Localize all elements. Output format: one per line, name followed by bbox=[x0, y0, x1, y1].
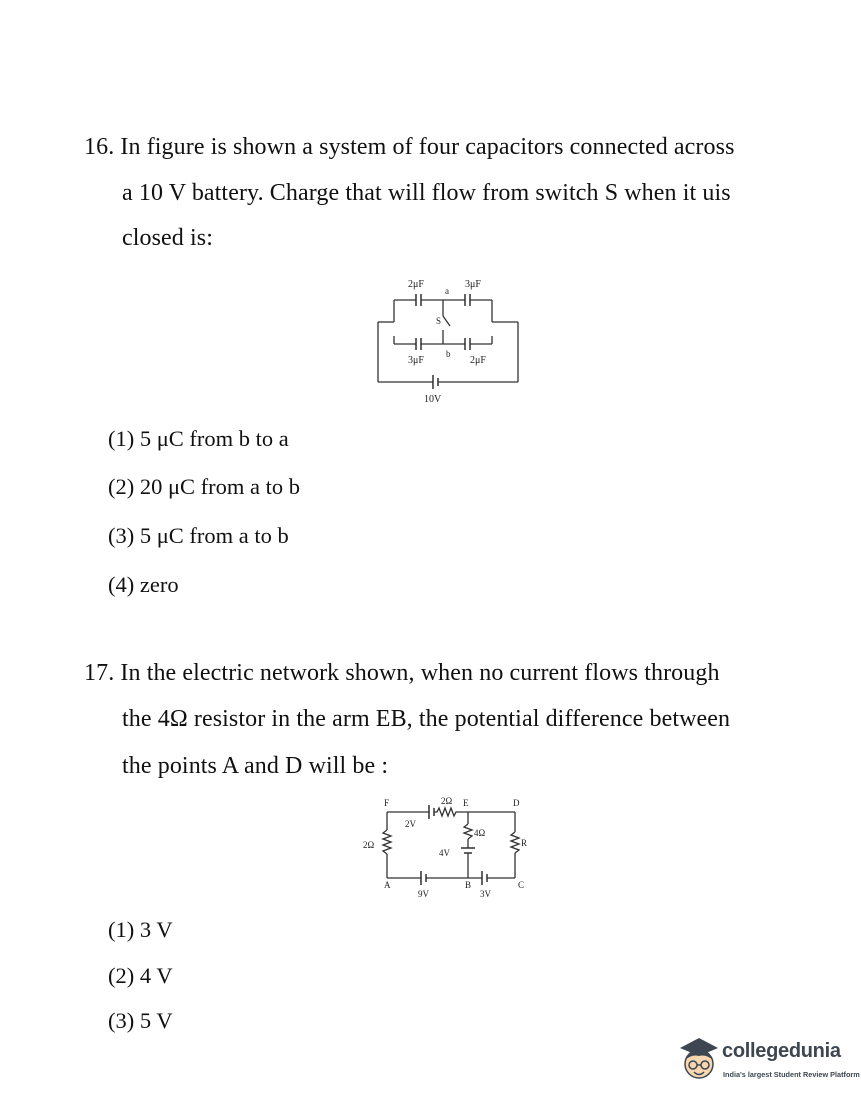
q16-capacitor-circuit bbox=[370, 270, 530, 410]
r-left-label: 2Ω bbox=[363, 840, 375, 850]
r-right-label: R bbox=[521, 838, 528, 848]
q17-option-2: (2) 4 V bbox=[108, 963, 173, 988]
node-C-label: C bbox=[518, 880, 525, 890]
cap-top-right-label: 3μF bbox=[465, 279, 481, 290]
node-b-label: b bbox=[446, 349, 451, 359]
q17-line-3: the points A and D will be : bbox=[122, 753, 389, 779]
batt-9v-label: 9V bbox=[418, 889, 429, 899]
node-a-label: a bbox=[445, 286, 449, 296]
cap-bottom-right-label: 2μF bbox=[470, 355, 486, 366]
student-mascot-icon bbox=[676, 1034, 722, 1090]
node-A-label: A bbox=[384, 880, 391, 890]
node-E-label: E bbox=[463, 798, 469, 808]
q16-line-3: closed is: bbox=[122, 225, 213, 251]
r-mid-label: 4Ω bbox=[474, 828, 486, 838]
q16-line-2: a 10 V battery. Charge that will flow from switch S when it uis bbox=[122, 180, 731, 206]
q16-option-4: (4) zero bbox=[108, 572, 179, 597]
collegedunia-logo bbox=[676, 1034, 860, 1092]
switch-label: S bbox=[436, 316, 442, 326]
r-top-label: 2Ω bbox=[441, 796, 453, 806]
batt-3v-label: 3V bbox=[480, 889, 491, 899]
q17-line-2: the 4Ω resistor in the arm EB, the potential difference between bbox=[122, 706, 731, 732]
q16-option-3: (3) 5 μC from a to b bbox=[108, 523, 289, 548]
logo-brand-text: collegedunia bbox=[722, 1040, 841, 1062]
q17-network-circuit bbox=[355, 790, 545, 902]
q16-option-2: (2) 20 μC from a to b bbox=[108, 474, 301, 499]
node-B-label: B bbox=[465, 880, 472, 890]
q16-line-1: 16. In figure is shown a system of four capacitors connected across bbox=[84, 134, 735, 160]
battery-label: 10V bbox=[424, 394, 442, 405]
q16-option-1: (1) 5 μC from b to a bbox=[108, 426, 289, 451]
batt-2v-label: 2V bbox=[405, 819, 416, 829]
q17-option-3: (3) 5 V bbox=[108, 1008, 173, 1033]
node-F-label: F bbox=[384, 798, 390, 808]
node-D-label: D bbox=[513, 798, 520, 808]
cap-top-left-label: 2μF bbox=[408, 279, 424, 290]
q17-line-1: 17. In the electric network shown, when no current flows through bbox=[84, 660, 720, 686]
q17-option-1: (1) 3 V bbox=[108, 917, 173, 942]
cap-bottom-left-label: 3μF bbox=[408, 355, 424, 366]
batt-4v-label: 4V bbox=[439, 848, 450, 858]
logo-tagline: India's largest Student Review Platform bbox=[723, 1070, 860, 1079]
